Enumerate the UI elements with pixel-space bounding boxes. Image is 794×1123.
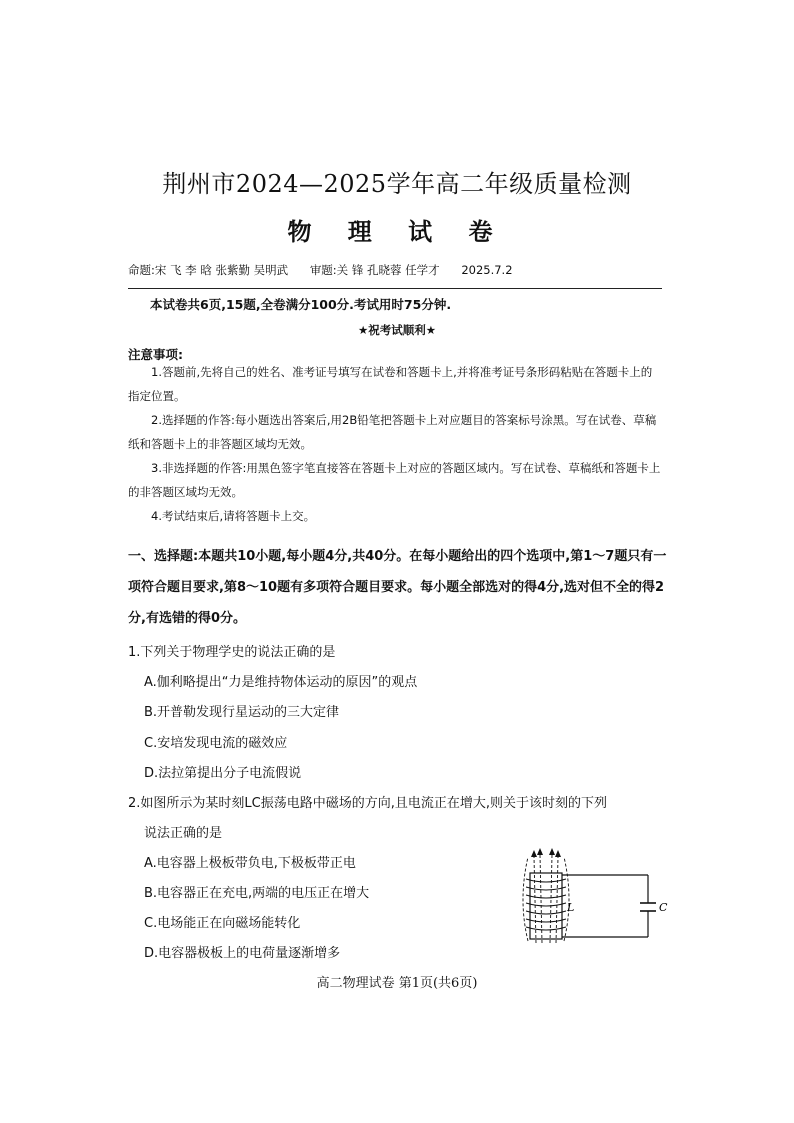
notice-item-4: 4.考试结束后,请将答题卡上交。	[151, 509, 316, 523]
subject-title: 物 理 试 卷	[287, 217, 507, 246]
question-2-option-d: D.电容器极板上的电荷量逐渐增多	[144, 946, 341, 961]
question-2-stem-line-2: 说法正确的是	[144, 826, 223, 841]
question-2-option-a: A.电容器上极板带负电,下极板带正电	[144, 856, 356, 871]
reviewers-label: 审题:关 锋 孔晓蓉 任学才	[309, 263, 440, 277]
exam-info: 本试卷共6页,15题,全卷满分100分.考试用时75分钟.	[150, 297, 452, 312]
notice-item-3: 3.非选择题的作答:用黑色签字笔直接答在答题卡上对应的答题区域内。写在试卷、草稿纸和答题卡上的非答题区域均无效。	[128, 461, 661, 499]
coil-windings	[526, 879, 566, 930]
notice-heading: 注意事项:	[128, 347, 183, 362]
question-1-stem: 1.下列关于物理学史的说法正确的是	[128, 645, 336, 660]
circuit-wires	[562, 875, 648, 937]
page-footer: 高二物理试卷 第1页(共6页)	[316, 976, 478, 991]
question-1-option-b: B.开普勒发现行星运动的三大定律	[144, 705, 340, 720]
lc-circuit-figure	[510, 845, 670, 950]
exam-date: 2025.7.2	[461, 263, 513, 277]
capacitor-symbol	[640, 903, 656, 911]
page-title: 荆州市2024—2025学年高二年级质量检测	[162, 170, 632, 198]
good-luck-banner: ★祝考试顺利★	[357, 323, 437, 337]
question-1-option-c: C.安培发现电流的磁效应	[144, 736, 288, 751]
question-2-option-b: B.电容器正在充电,两端的电压正在增大	[144, 886, 370, 901]
inductor-label: L	[567, 901, 575, 914]
question-2-option-c: C.电场能正在向磁场能转化	[144, 916, 301, 931]
section-1-instructions: 一、选择题:本题共10小题,每小题4分,共40分。在每小题给出的四个选项中,第1～7题只有一项符合题目要求,第8～10题有多项符合题目要求。每小题全部选对的得4分,选对但不全的得2分,有选错的得0分。	[128, 549, 667, 626]
question-2-stem-line-1: 2.如图所示为某时刻LC振荡电路中磁场的方向,且电流正在增大,则关于该时刻的下列	[128, 796, 607, 811]
question-1-option-d: D.法拉第提出分子电流假说	[144, 766, 302, 781]
capacitor-label: C	[659, 901, 668, 914]
notice-item-1: 1.答题前,先将自己的姓名、准考证号填写在试卷和答题卡上,并将准考证号条形码粘贴在答题卡上的指定位置。	[128, 365, 653, 403]
authors-line	[128, 262, 662, 278]
notice-item-2: 2.选择题的作答:每小题选出答案后,用2B铅笔把答题卡上对应题目的答案标号涂黑。写在试卷、草稿纸和答题卡上的非答题区域均无效。	[128, 413, 657, 451]
question-1-option-a: A.伽利略提出“力是维持物体运动的原因”的观点	[144, 675, 418, 690]
header-divider	[128, 288, 662, 289]
field-direction-arrows	[531, 848, 561, 857]
authors-label: 命题:宋 飞 李 晗 张紫勤 吴明武	[128, 263, 289, 277]
